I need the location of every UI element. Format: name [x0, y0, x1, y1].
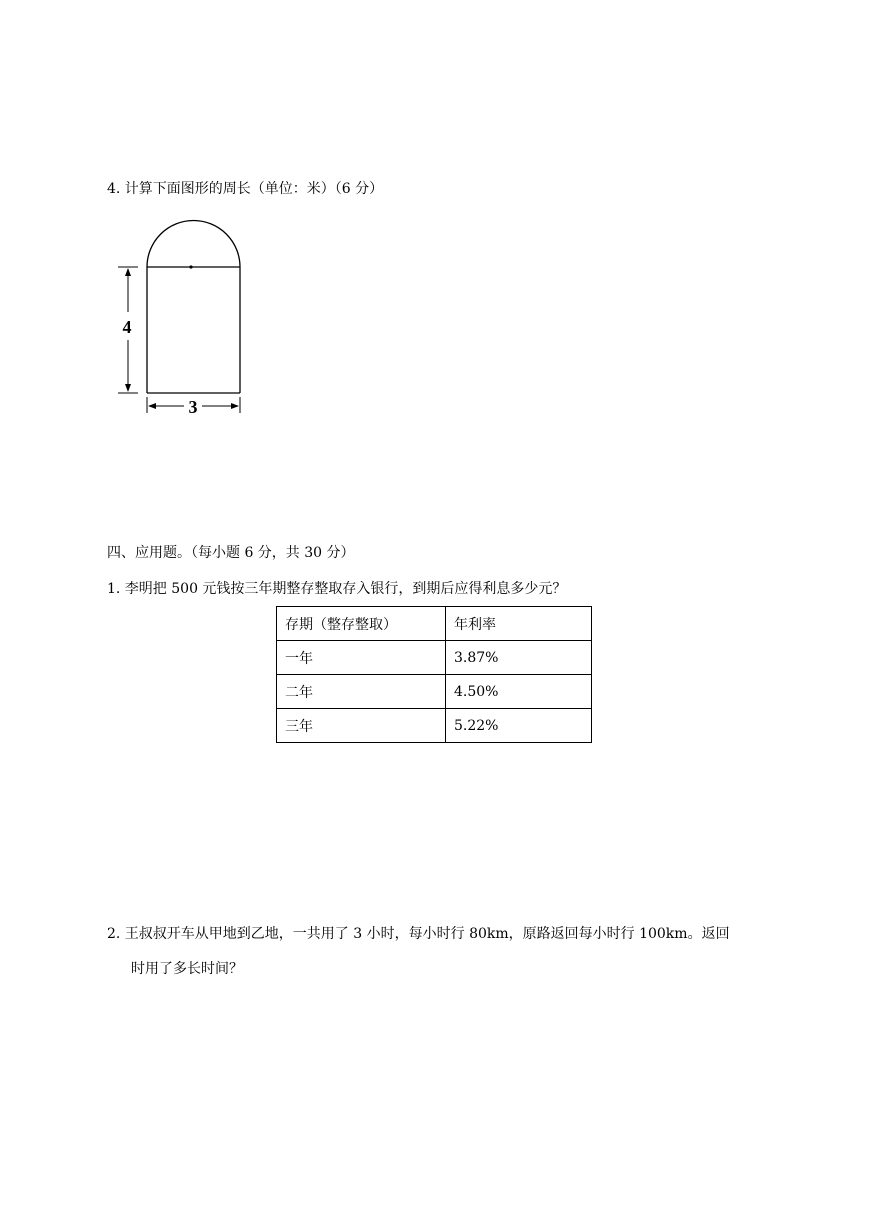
- semicircle-rectangle-figure: [110, 212, 250, 422]
- center-point: [189, 265, 192, 268]
- width-arrow-left: [148, 403, 156, 409]
- question-4-title: 4. 计算下面图形的周长（单位：米）（6 分）: [107, 181, 384, 197]
- table-cell-term: 二年: [277, 675, 446, 709]
- section-title: 四、应用题。（每小题 6 分，共 30 分）: [107, 545, 355, 561]
- table-header-rate: 年利率: [446, 607, 592, 641]
- table-cell-rate: 3.87%: [446, 641, 592, 675]
- width-arrow-right: [231, 403, 239, 409]
- table-header-term: 存期（整存整取）: [277, 607, 446, 641]
- table-row: [277, 675, 592, 709]
- width-label: 3: [188, 397, 198, 417]
- table-cell-rate: 5.22%: [446, 709, 592, 743]
- table-row: [277, 709, 592, 743]
- table-cell-term: 三年: [277, 709, 446, 743]
- table-header-row: [277, 607, 592, 641]
- interest-rate-table: [276, 606, 592, 743]
- question-2-text-line2: 时用了多长时间？: [131, 961, 243, 977]
- height-arrow-up: [125, 268, 131, 276]
- table-cell-rate: 4.50%: [446, 675, 592, 709]
- question-1-text: 1. 李明把 500 元钱按三年期整存整取存入银行，到期后应得利息多少元？: [107, 581, 567, 597]
- table-cell-term: 一年: [277, 641, 446, 675]
- semicircle-arc: [147, 221, 240, 268]
- table-row: [277, 641, 592, 675]
- height-label: 4: [122, 317, 132, 337]
- question-2-text-line1: 2. 王叔叔开车从甲地到乙地，一共用了 3 小时，每小时行 80km，原路返回每小时行 100km。返回: [107, 926, 730, 942]
- height-arrow-down: [125, 384, 131, 392]
